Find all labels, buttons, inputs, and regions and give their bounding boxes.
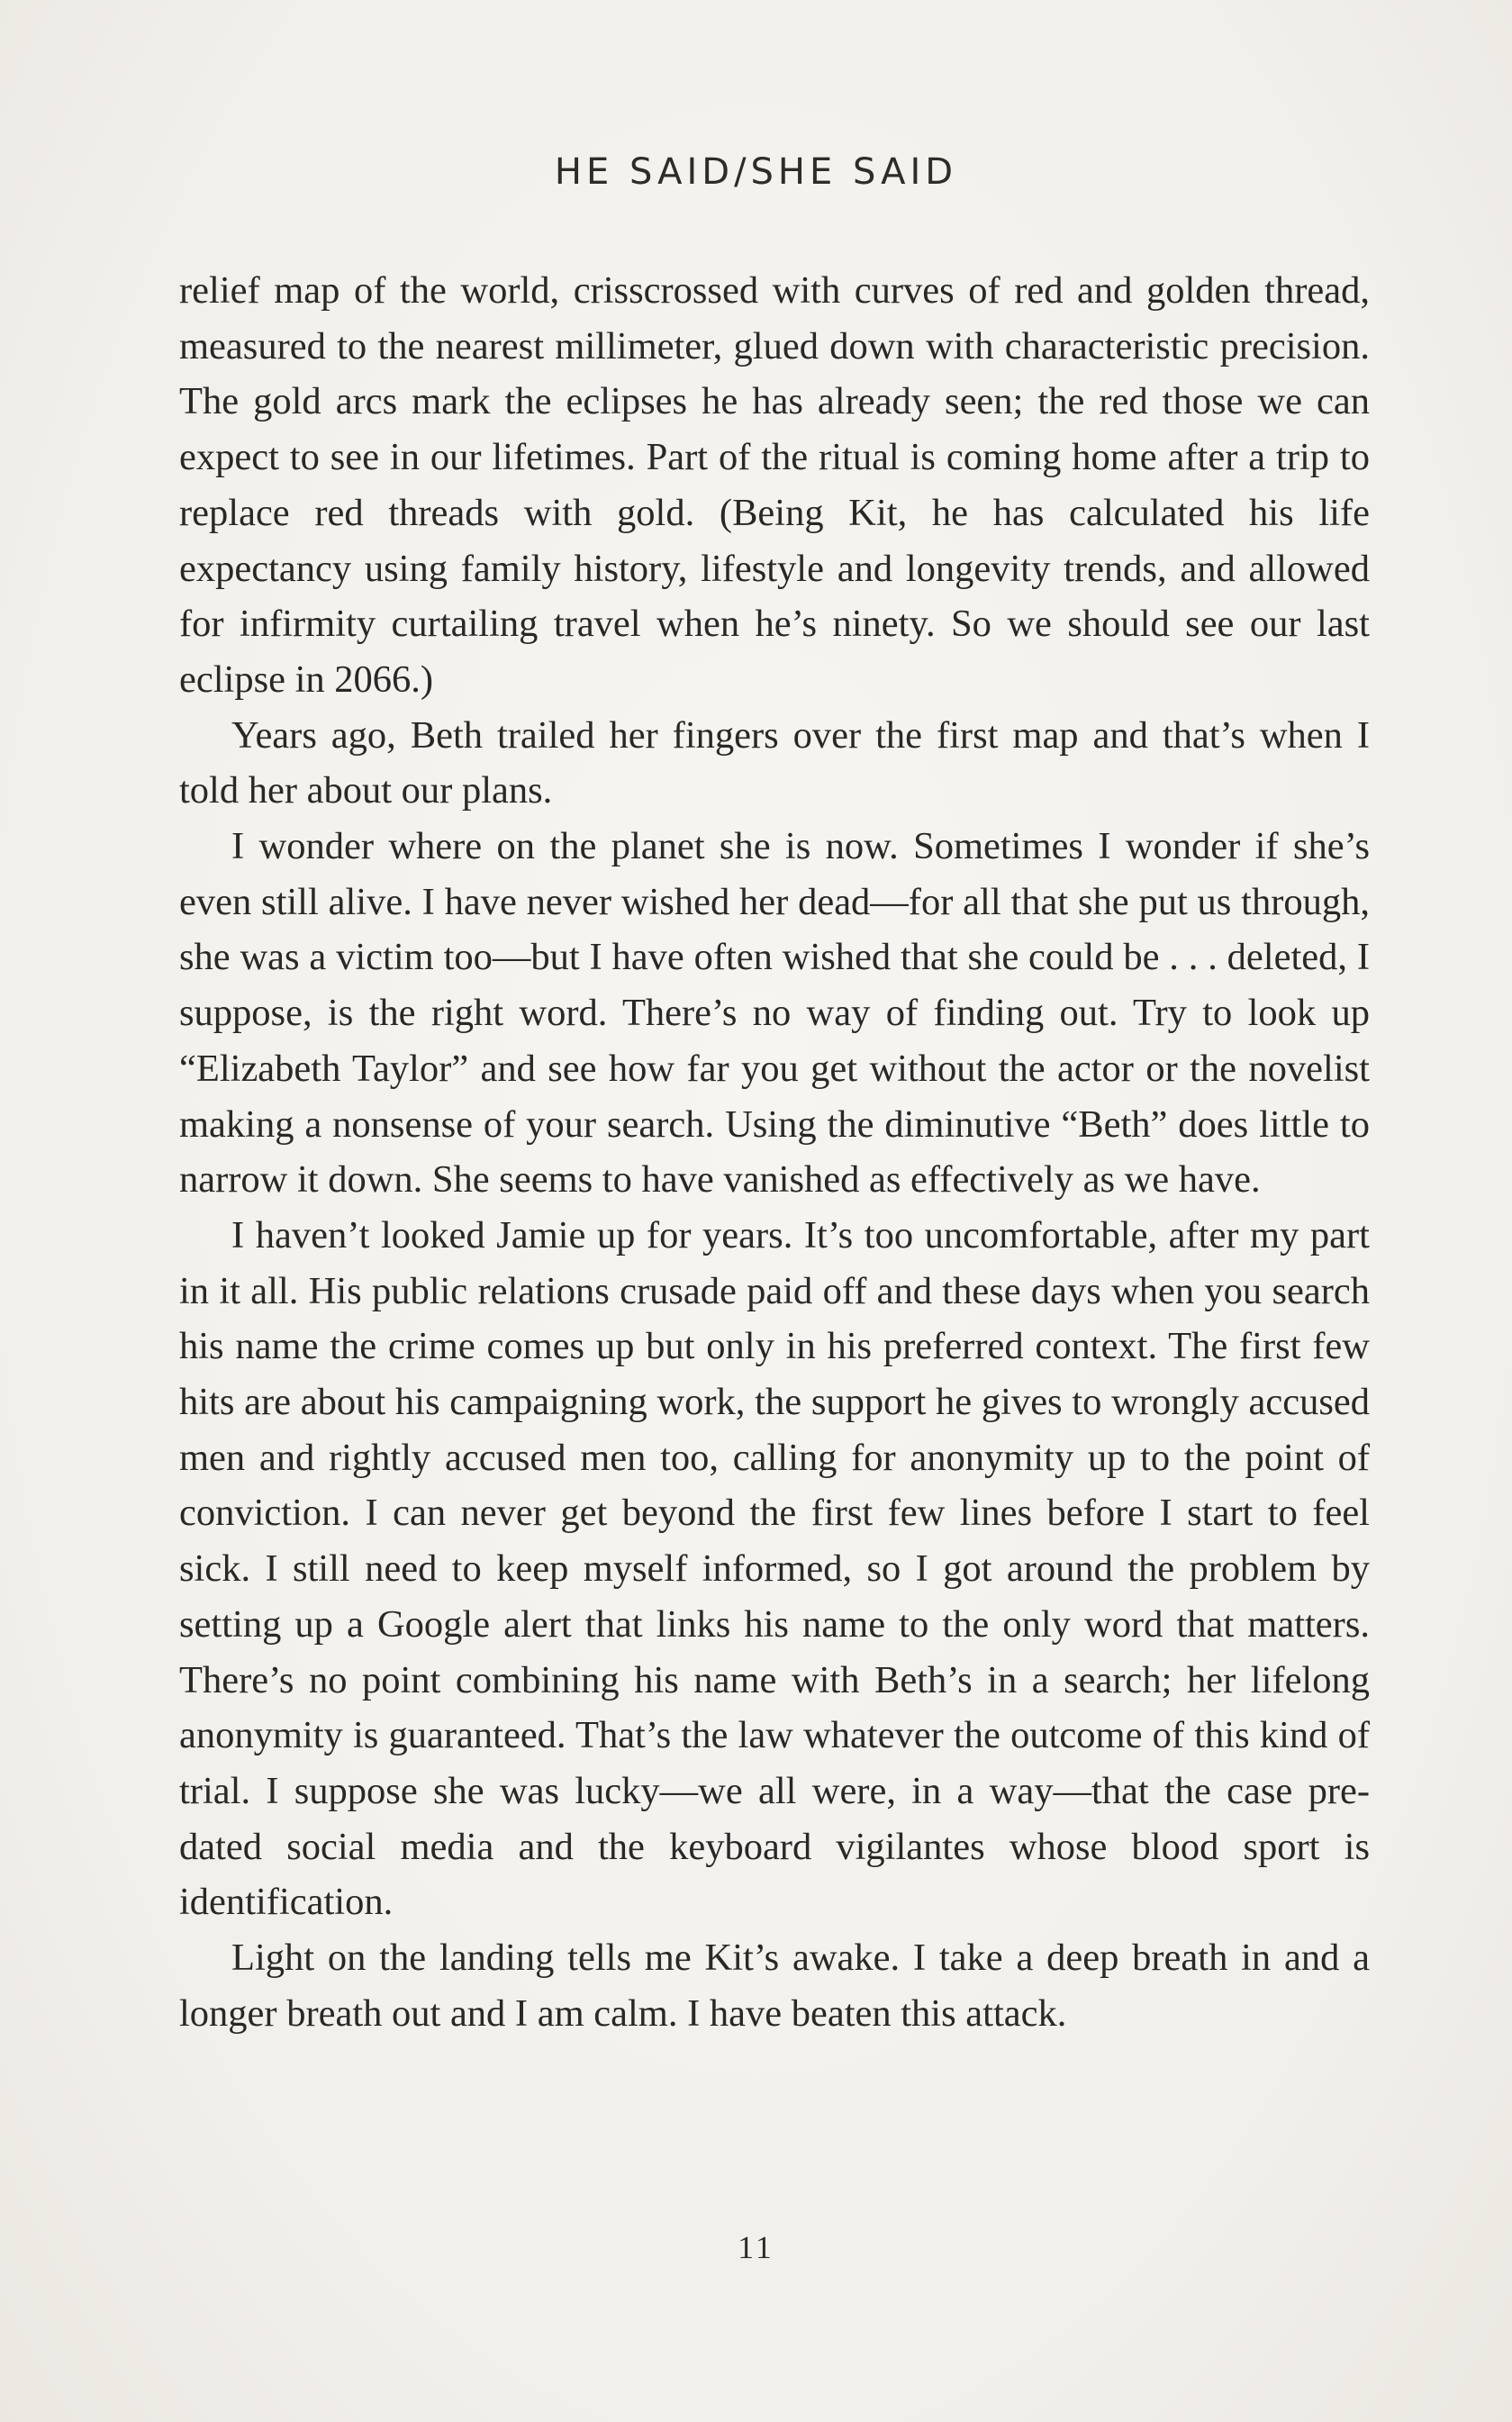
page-number: 11 bbox=[738, 2229, 774, 2265]
paragraph: I wonder where on the planet she is now. Sometimes I wonder if she’s even still alive. I have never wished her dead—for all that she put us through, she was a victim too—but I have often wished that she could be . . . deleted, I suppose, is the right word. There’s no way of finding out. Try to look up “Elizabeth Taylor” and see how far you get without the actor or the novelist making a nonsense of your search. Using the diminutive “Beth” does little to narrow it down. She seems to have vanished as effectively as we have. bbox=[179, 825, 1370, 1202]
body-text bbox=[179, 263, 1370, 2042]
paragraph-continued: relief map of the world, crisscrossed with curves of red and golden thread, measured to the nearest millimeter, glued down with characteristic precision. The gold arcs mark the eclipses he has already seen; the red those we can expect to see in our lifetimes. Part of the ritual is coming home after a trip to replace red threads with gold. (Being Kit, he has calculated his life expectancy using family history, lifestyle and longevity trends, and allowed for infirmity curtailing travel when he’s ninety. So we should see our last eclipse in 2066.) bbox=[179, 269, 1370, 701]
paragraph: Light on the landing tells me Kit’s awake. I take a deep breath in and a longer breath out and I am calm. I have beaten this attack. bbox=[179, 1937, 1370, 2035]
paragraph: Years ago, Beth trailed her fingers over the first map and that’s when I told her about our plans. bbox=[179, 713, 1370, 812]
paragraph: I haven’t looked Jamie up for years. It’s too uncomfortable, after my part in it all. His public relations crusade paid off and these days when you search his name the crime comes up but only in his preferred context. The first few hits are about his campaigning work, the support he gives to wrongly accused men and rightly accused men too, calling for anonymity up to the point of conviction. I can never get beyond the first few lines before I start to feel sick. I still need to keep myself informed, so I got around the problem by setting up a Google alert that links his name to the only word that matters. There’s no point combining his name with Beth’s in a search; her lifelong anonymity is guaranteed. That’s the law whatever the outcome of this kind of trial. I suppose she was lucky—we all were, in a way—that the case pre-dated social media and the keyboard vigilantes whose blood sport is identification. bbox=[179, 1213, 1370, 1924]
running-head: HE SAID/SHE SAID bbox=[554, 151, 958, 193]
